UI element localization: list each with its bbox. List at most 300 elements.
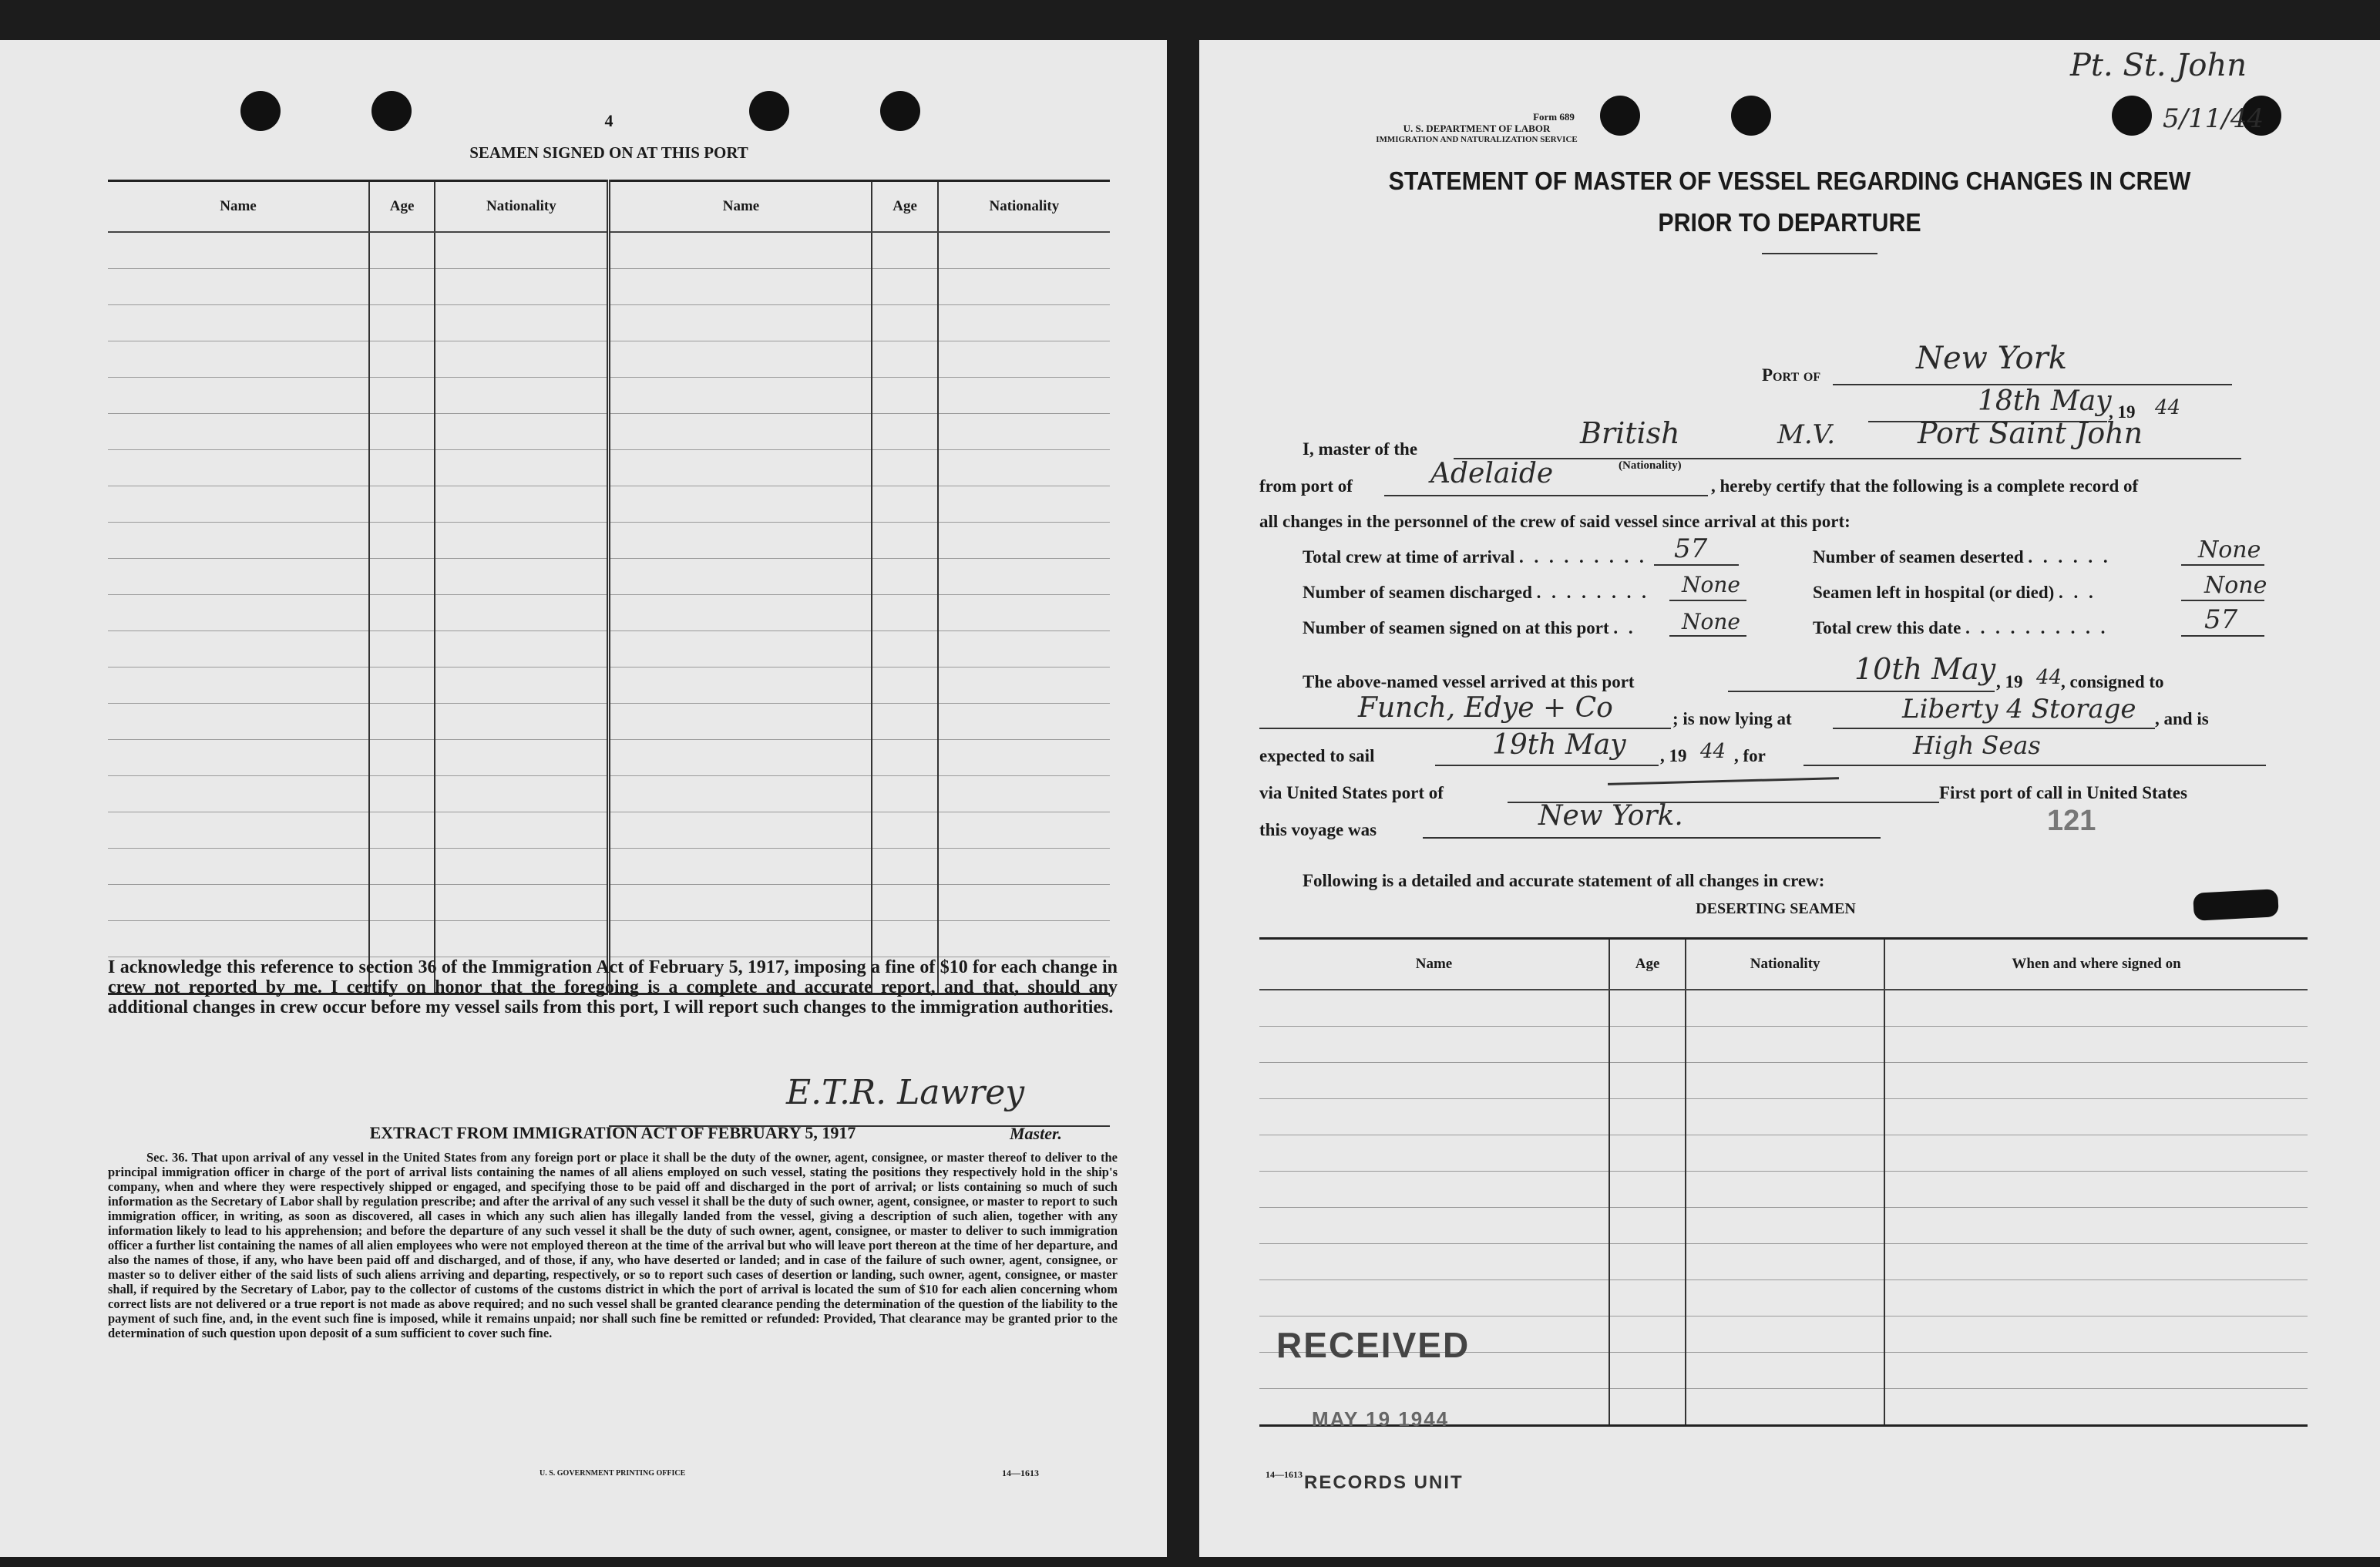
stat-line [2181, 635, 2264, 637]
deserting-title: DESERTING SEAMEN [1696, 900, 1856, 917]
table-row [108, 450, 1110, 486]
year-prefix: , 19 [2109, 402, 2136, 422]
table-cell [108, 305, 369, 341]
table-cell [938, 812, 1110, 849]
table-cell [1884, 1063, 2308, 1099]
stat-line [1669, 635, 1746, 637]
deserted-value: None [2198, 536, 2261, 563]
voyage-label: this voyage was [1259, 820, 1377, 839]
table-cell [1686, 1027, 1884, 1063]
table-cell [609, 776, 872, 812]
table-cell [938, 921, 1110, 957]
table-cell [369, 523, 435, 559]
table-row [108, 559, 1110, 595]
form-code: 14—1613 [1266, 1469, 1303, 1480]
master-caption: Master. [1010, 1124, 1062, 1143]
table-cell [1686, 1280, 1884, 1316]
table-row [1259, 1099, 2308, 1135]
table-row [108, 849, 1110, 885]
received-stamp: RECEIVED [1276, 1325, 1471, 1365]
year-value: 44 [2155, 396, 2181, 419]
column-header: Age [1609, 939, 1686, 990]
table-cell [938, 885, 1110, 921]
printing-office: U. S. GOVERNMENT PRINTING OFFICE [540, 1469, 686, 1478]
table-cell [108, 523, 369, 559]
table-cell [1884, 1027, 2308, 1063]
table-cell [1609, 1027, 1686, 1063]
table-row [108, 414, 1110, 450]
table-cell [1884, 1208, 2308, 1244]
total-date-value: 57 [2204, 604, 2238, 635]
table-cell [609, 559, 872, 595]
column-header: Age [369, 181, 435, 233]
table-cell [369, 740, 435, 776]
title-rule [1762, 253, 1877, 254]
form-header [1199, 111, 1754, 146]
table-cell [435, 776, 609, 812]
from-port-line [1384, 495, 1708, 496]
table-cell [1686, 1208, 1884, 1244]
table-cell [369, 232, 435, 269]
title-line-2: PRIOR TO DEPARTURE [1658, 208, 1921, 237]
table-row [108, 523, 1110, 559]
table-cell [1609, 1208, 1686, 1244]
extract-body [108, 1150, 1118, 1340]
table-cell [872, 232, 937, 269]
table-row [108, 305, 1110, 341]
table-cell [108, 631, 369, 667]
deserted-label: Number of seamen deserted . . . . . . [1813, 547, 2111, 567]
table-cell [609, 595, 872, 631]
stat-line [2181, 564, 2264, 566]
lying-line [1833, 728, 2155, 729]
page-number: 4 [604, 111, 613, 130]
column-header: Nationality [938, 181, 1110, 233]
master-signature: E.T.R. Lawrey [786, 1073, 1025, 1112]
column-header: Age [872, 181, 937, 233]
table-cell [609, 523, 872, 559]
table-cell [369, 450, 435, 486]
table-cell [1686, 1063, 1884, 1099]
table-cell [1609, 1389, 1686, 1426]
table-row [108, 486, 1110, 523]
table-cell [938, 378, 1110, 414]
table-cell [369, 921, 435, 957]
table-cell [1884, 1316, 2308, 1353]
table-cell [938, 523, 1110, 559]
table-cell [369, 341, 435, 378]
table-cell [369, 704, 435, 740]
table-cell [938, 595, 1110, 631]
table-row [108, 740, 1110, 776]
table-cell [435, 921, 609, 957]
column-header: Name [1259, 939, 1609, 990]
table-cell [938, 849, 1110, 885]
arrived-year-prefix: , 19 [1996, 672, 2023, 691]
extract-section-label: Sec. 36. [146, 1150, 188, 1165]
punch-hole [371, 91, 412, 131]
total-arrival-label: Total crew at time of arrival . . . . . . . . . [1303, 547, 1647, 567]
table-row [1259, 990, 2308, 1027]
table-cell [1609, 1172, 1686, 1208]
department: U. S. DEPARTMENT OF LABOR [1403, 123, 1551, 134]
table-cell [108, 595, 369, 631]
records-unit-stamp: RECORDS UNIT [1304, 1472, 1464, 1493]
table-cell [609, 378, 872, 414]
table-cell [1609, 1063, 1686, 1099]
table-cell [108, 776, 369, 812]
stamp-number: 121 [2047, 805, 2096, 837]
table-cell [435, 849, 609, 885]
table-cell [1686, 1172, 1884, 1208]
table-cell [872, 667, 937, 704]
signed-on-value: None [1682, 609, 1740, 634]
table-cell [369, 305, 435, 341]
table-cell [609, 849, 872, 885]
left-page [0, 40, 1167, 1557]
column-header: When and where signed on [1884, 939, 2308, 990]
table-cell [872, 631, 937, 667]
from-port-value: Adelaide [1430, 458, 1554, 489]
corner-note: Pt. St. John [2070, 48, 2247, 83]
arrived-line [1728, 691, 1995, 692]
table-cell [938, 559, 1110, 595]
table-cell [108, 885, 369, 921]
table-row [108, 704, 1110, 740]
table-cell [435, 885, 609, 921]
table-cell [872, 704, 937, 740]
extract-title: EXTRACT FROM IMMIGRATION ACT OF FEBRUARY 5, 1917 [369, 1123, 856, 1142]
table-cell [1259, 1172, 1609, 1208]
table-cell [1259, 1244, 1609, 1280]
table-cell [1609, 1353, 1686, 1389]
table-cell [1686, 1099, 1884, 1135]
expected-label: expected to sail [1259, 746, 1375, 765]
expected-line [1435, 765, 1659, 766]
table-cell [108, 341, 369, 378]
via-dash-mark [1608, 777, 1839, 785]
table-row [1259, 1208, 2308, 1244]
lying-value: Liberty 4 Storage [1902, 694, 2136, 725]
table-cell [609, 232, 872, 269]
table-cell [609, 885, 872, 921]
table-cell [435, 595, 609, 631]
table-cell [108, 414, 369, 450]
table-cell [435, 450, 609, 486]
form-code: 14—1613 [1002, 1468, 1039, 1478]
arrived-year: 44 [2036, 666, 2062, 689]
table-cell [369, 559, 435, 595]
for-label: , for [1734, 746, 1766, 765]
stat-line [1669, 600, 1746, 601]
table-cell [609, 450, 872, 486]
seamen-signed-on-table [108, 180, 1110, 995]
table-cell [369, 414, 435, 450]
table-cell [1259, 1208, 1609, 1244]
acknowledgement-text: I acknowledge this reference to section 36 of the Immigration Act of February 5, 1917, imposing a fine of $10 for each change in crew not reported by me. I certify on honor that the foregoing is a complete and accurate report, and that, should any additional changes in crew occur before my vessel sails from this port, I will report such changes to the immigration authorities. [108, 957, 1118, 1017]
table-cell [435, 269, 609, 305]
table-cell [872, 885, 937, 921]
table-cell [1686, 1389, 1884, 1426]
for-value: High Seas [1913, 731, 2041, 760]
table-cell [872, 849, 937, 885]
table-cell [609, 414, 872, 450]
table-cell [872, 269, 937, 305]
expected-year-prefix: , 19 [1660, 746, 1687, 765]
punch-hole [240, 91, 281, 131]
table-cell [872, 378, 937, 414]
right-page [1199, 40, 2380, 1557]
table-row [1259, 1063, 2308, 1099]
table-row [108, 812, 1110, 849]
table-cell [108, 812, 369, 849]
table-cell [938, 667, 1110, 704]
table-cell [108, 849, 369, 885]
table-cell [1884, 1099, 2308, 1135]
table-cell [369, 885, 435, 921]
table-cell [108, 269, 369, 305]
via-label: via United States port of [1259, 783, 1444, 802]
table-cell [435, 232, 609, 269]
table-cell [872, 305, 937, 341]
table-row [108, 885, 1110, 921]
extract-text: That upon arrival of any vessel in the United States from any foreign port or place it shall be the duty of the owner, agent, consignee, or master thereof to deliver to the principal immigration officer in charge of the port of arrival lists containing the names of all aliens employed on such vessel, stating the positions they respectively hold in the ship's company, when and where they were respectively shipped or engaged, and specifying those to be paid off and discharged in the port of arrival; or lists containing so much of such information as the Secretary of Labor shall by regulation prescribe; and after the arrival of any such vessel it shall be the duty of such owner, agent, consignee, or master to report to such immigration officer, in writing, as soon as discovered, all cases in which any such alien has illegally landed from the vessel, giving a description of such alien, together with any information likely to lead to his apprehension; and before the departure of any such vessel it shall be the duty of such owner, agent, consignee, or master to deliver to such immigration officer a further list containing the names of all alien employees who were not employed thereon at the time of the arrival but who will leave port thereon at the time of her departure, and also the names of those, if any, who have been paid off and discharged, and of those, if any, who have deserted or landed; and in case of the failure of such owner, agent, consignee, or master so to deliver either of the said lists of such aliens arriving and departing, respectively, or so to report such cases of desertion or landing, such owner, agent, consignee, or master shall, if required by the Secretary of Labor, pay to the collector of customs of the customs district in which the port of arrival is located the sum of $10 for each alien concerning whom correct lists are not delivered or a true report is not made as above required; and no such vessel shall be granted clearance pending the determination of the question of the liability to the payment of such fine, and, in the event such fine is imposed, while it remains unpaid; nor shall such fine be remitted or refunded: Provided, That clearance may be granted prior to the determination of such question upon deposit of a sum sufficient to cover such fine. [108, 1150, 1118, 1340]
table-cell [609, 740, 872, 776]
expected-date: 19th May [1492, 729, 1626, 761]
received-date-stamp: MAY 19 1944 [1312, 1407, 1450, 1431]
master-label: I, master of the [1303, 439, 1418, 459]
nationality-value: British [1580, 416, 1680, 450]
table-row [1259, 1027, 2308, 1063]
vessel-name: Port Saint John [1918, 416, 2143, 450]
voyage-line [1423, 837, 1881, 839]
signed-on-label: Number of seamen signed on at this port . . [1303, 618, 1636, 637]
table-row [1259, 1172, 2308, 1208]
table-cell [108, 704, 369, 740]
punch-hole [749, 91, 789, 131]
table-cell [1259, 1063, 1609, 1099]
table-cell [938, 269, 1110, 305]
table-cell [108, 667, 369, 704]
table-cell [1259, 1135, 1609, 1172]
table-cell [435, 740, 609, 776]
table-cell [872, 921, 937, 957]
table-cell [435, 704, 609, 740]
table-cell [872, 523, 937, 559]
table-cell [435, 559, 609, 595]
table-cell [938, 305, 1110, 341]
table-row [108, 269, 1110, 305]
table-body [108, 232, 1110, 994]
total-arrival-value: 57 [1674, 533, 1708, 564]
punch-hole [880, 91, 920, 131]
table-cell [1686, 1353, 1884, 1389]
table-cell [1609, 1244, 1686, 1280]
section-title: SEAMEN SIGNED ON AT THIS PORT [469, 143, 748, 162]
table-cell [872, 486, 937, 523]
title-line-1: STATEMENT OF MASTER OF VESSEL REGARDING CHANGES IN CREW [1388, 166, 2191, 195]
table-cell [435, 486, 609, 523]
vessel-type: M.V. [1777, 419, 1836, 450]
table-cell [872, 341, 937, 378]
table-row [108, 776, 1110, 812]
column-header: Name [609, 181, 872, 233]
table-cell [1686, 1135, 1884, 1172]
certify-text: , hereby certify that the following is a complete record of [1711, 476, 2139, 496]
and-is-label: , and is [2155, 709, 2209, 728]
table-row [108, 595, 1110, 631]
table-cell [609, 812, 872, 849]
ink-blot [2193, 889, 2279, 921]
table-cell [108, 486, 369, 523]
table-cell [872, 740, 937, 776]
table-cell [1884, 1280, 2308, 1316]
table-cell [609, 631, 872, 667]
table-cell [369, 849, 435, 885]
arrived-label: The above-named vessel arrived at this port [1303, 672, 1635, 691]
table-cell [872, 450, 937, 486]
consigned-label: , consigned to [2061, 672, 2164, 691]
column-header: Nationality [1686, 939, 1884, 990]
table-cell [435, 631, 609, 667]
date-value: 18th May [1978, 385, 2112, 417]
column-header: Name [108, 181, 369, 233]
nationality-caption: (Nationality) [1619, 459, 1682, 472]
table-cell [369, 812, 435, 849]
table-cell [108, 921, 369, 957]
table-cell [1884, 1244, 2308, 1280]
first-port-label: First port of call in United States [1939, 783, 2187, 802]
expected-year: 44 [1700, 740, 1726, 763]
table-cell [1884, 990, 2308, 1027]
table-cell [435, 414, 609, 450]
certify-text-2: all changes in the personnel of the crew of said vessel since arrival at this port: [1259, 512, 1851, 531]
hospital-value: None [2204, 572, 2267, 599]
table-cell [108, 232, 369, 269]
table-cell [369, 631, 435, 667]
table-cell [369, 595, 435, 631]
table-cell [938, 341, 1110, 378]
table-cell [1686, 1316, 1884, 1353]
punch-hole [2112, 96, 2152, 136]
for-line [1803, 765, 2266, 766]
table-cell [609, 921, 872, 957]
service: IMMIGRATION AND NATURALIZATION SERVICE [1376, 135, 1578, 144]
table-cell [938, 776, 1110, 812]
table-cell [609, 667, 872, 704]
table-cell [609, 486, 872, 523]
table-cell [1259, 1099, 1609, 1135]
consignee-value: Funch, Edye + Co [1358, 692, 1613, 724]
table-cell [369, 378, 435, 414]
column-header: Nationality [435, 181, 609, 233]
voyage-value: New York. [1538, 800, 1683, 832]
table-cell [435, 378, 609, 414]
table-cell [872, 812, 937, 849]
table-cell [369, 269, 435, 305]
table-cell [1259, 1280, 1609, 1316]
port-value: New York [1916, 341, 2067, 376]
table-cell [872, 559, 937, 595]
table-cell [435, 667, 609, 704]
table-cell [435, 341, 609, 378]
stat-line [1654, 564, 1739, 566]
table-cell [108, 378, 369, 414]
table-cell [1884, 1389, 2308, 1426]
table-row [1259, 1135, 2308, 1172]
table-cell [108, 450, 369, 486]
table-cell [872, 414, 937, 450]
discharged-label: Number of seamen discharged . . . . . . . . [1303, 583, 1649, 602]
table-cell [369, 667, 435, 704]
table-row [1259, 1244, 2308, 1280]
table-cell [435, 812, 609, 849]
table-cell [1884, 1135, 2308, 1172]
table-row [108, 341, 1110, 378]
table-cell [1259, 990, 1609, 1027]
table-cell [1609, 990, 1686, 1027]
table-cell [369, 776, 435, 812]
table-cell [108, 740, 369, 776]
table-cell [938, 631, 1110, 667]
table-row [108, 378, 1110, 414]
following-text: Following is a detailed and accurate statement of all changes in crew: [1303, 871, 1825, 890]
table-cell [872, 776, 937, 812]
table-cell [872, 595, 937, 631]
table-cell [938, 704, 1110, 740]
table-cell [1609, 1280, 1686, 1316]
table-cell [609, 305, 872, 341]
table-row [1259, 1280, 2308, 1316]
table-cell [938, 450, 1110, 486]
discharged-value: None [1682, 572, 1740, 597]
lying-label: ; is now lying at [1672, 709, 1792, 728]
table-cell [938, 486, 1110, 523]
vessel-line [1454, 458, 2241, 459]
table-cell [938, 414, 1110, 450]
table-row [108, 232, 1110, 269]
table-cell [435, 523, 609, 559]
table-row [108, 667, 1110, 704]
total-date-label: Total crew this date . . . . . . . . . . [1813, 618, 2109, 637]
arrived-date: 10th May [1854, 652, 1996, 686]
hospital-label: Seamen left in hospital (or died) . . . [1813, 583, 2096, 602]
corner-note-date: 5/11/44 [2163, 103, 2264, 134]
table-cell [938, 232, 1110, 269]
table-cell [1884, 1172, 2308, 1208]
table-cell [1884, 1353, 2308, 1389]
form-title [1246, 160, 2332, 244]
port-label: Port of [1762, 365, 1821, 385]
table-cell [369, 486, 435, 523]
form-number: Form 689 [1533, 111, 1575, 123]
table-cell [609, 704, 872, 740]
from-port-label: from port of [1259, 476, 1353, 496]
table-cell [609, 341, 872, 378]
table-cell [1609, 1099, 1686, 1135]
table-row [108, 921, 1110, 957]
table-cell [1259, 1027, 1609, 1063]
table-cell [609, 269, 872, 305]
table-cell [1686, 990, 1884, 1027]
table-cell [1686, 1244, 1884, 1280]
stat-line [2181, 600, 2264, 601]
table-cell [1609, 1135, 1686, 1172]
table-cell [938, 740, 1110, 776]
table-cell [108, 559, 369, 595]
table-cell [1609, 1316, 1686, 1353]
table-cell [435, 305, 609, 341]
